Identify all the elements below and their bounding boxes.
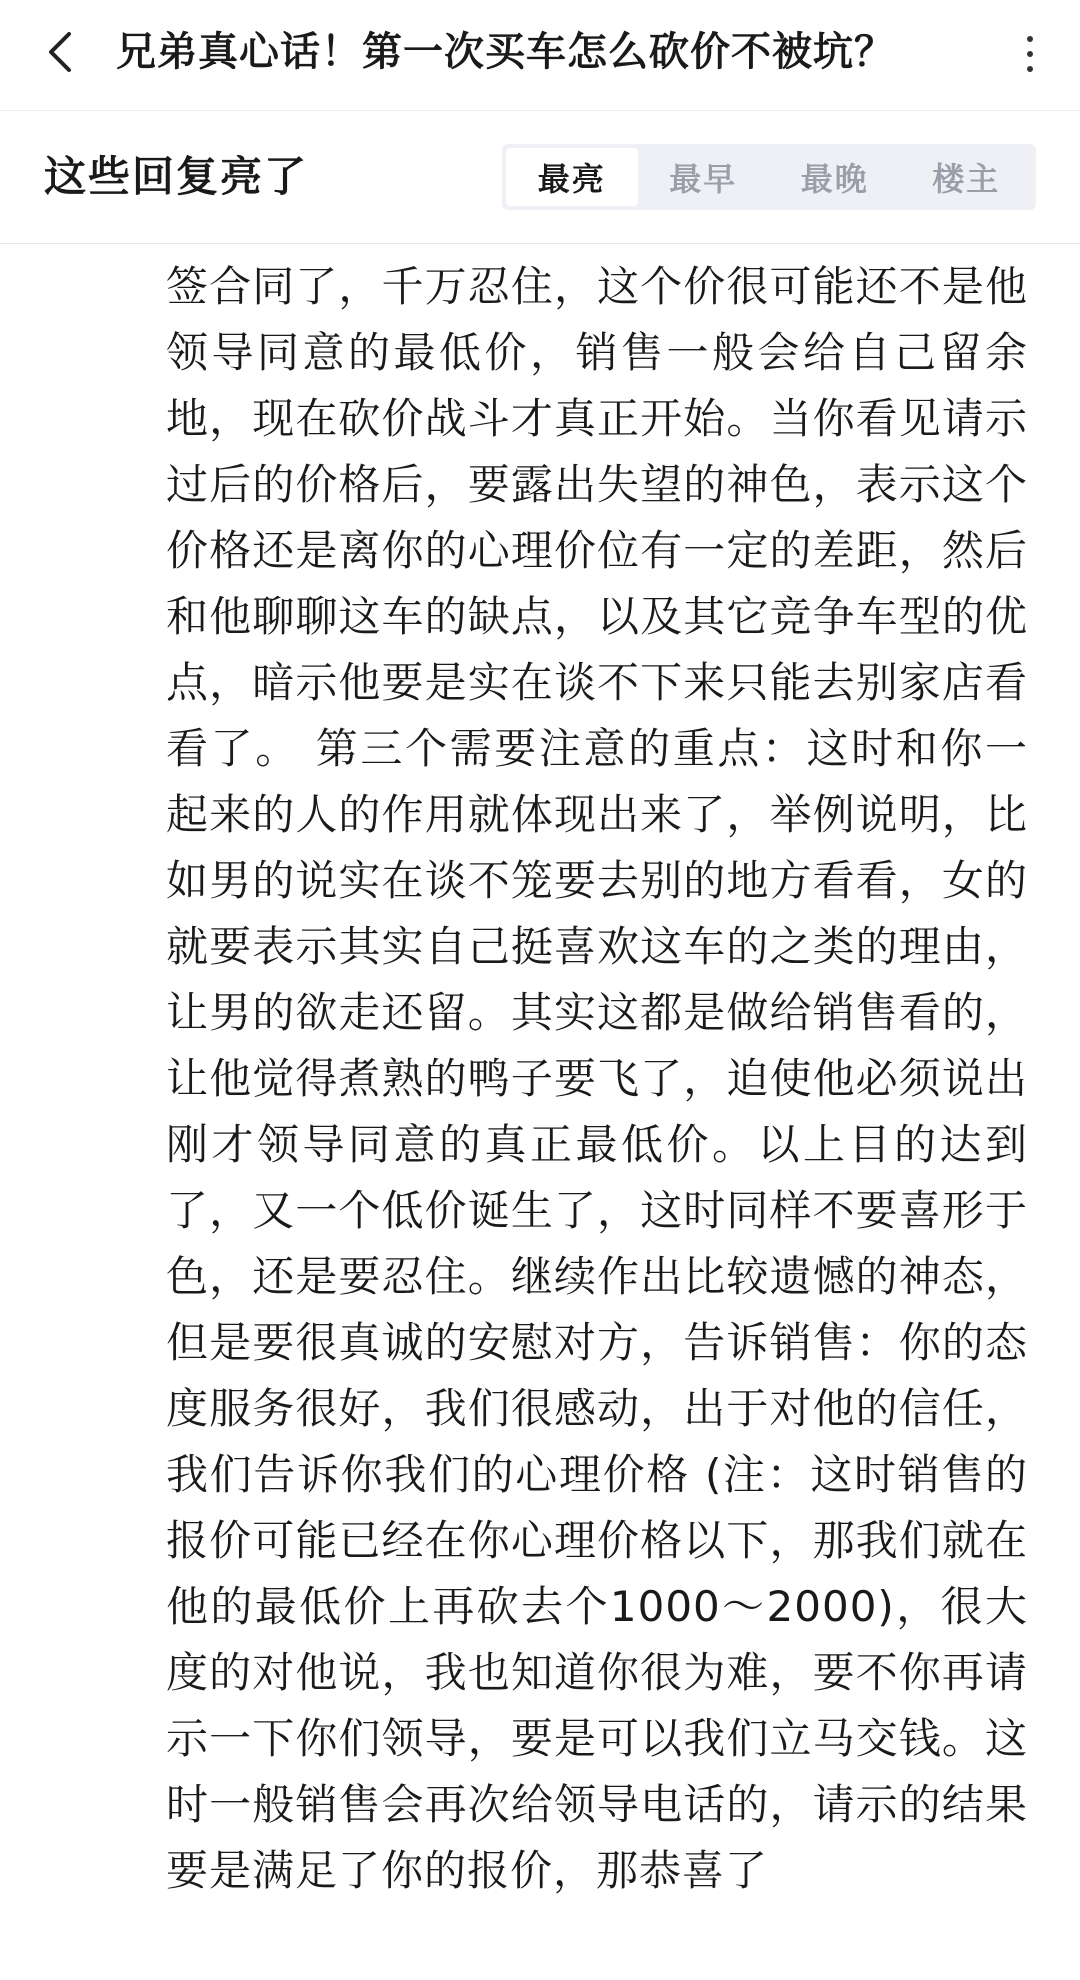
tab-earliest[interactable]: 最早 (669, 160, 738, 198)
reply-content (166, 254, 1028, 1904)
back-button[interactable] (30, 22, 90, 82)
page-title: 兄弟真心话！第一次买车怎么砍价不被坑？ (116, 29, 895, 75)
tab-brightest[interactable]: 最亮 (506, 148, 638, 206)
tab-latest[interactable]: 最晚 (800, 160, 869, 198)
more-vertical-icon (1027, 36, 1033, 42)
replies-header (0, 111, 1080, 244)
sort-tabs (502, 144, 1036, 210)
reply-body-text: 签合同了，千万忍住，这个价很可能还不是他领导同意的最低价，销售一般会给自己留余地，现在砍价战斗才真正开始。当你看见请示过后的价格后，要露出失望的神色，表示这个价格还是离你的心理价位有一定的差距，然后和他聊聊这车的缺点，以及其它竞争车型的优点，暗示他要是实在谈不下来只能去别家店看看了。 第三个需要注意的重点：这时和你一起来的人的作用就体现出来了，举例说明，比如男的说实在谈不笼要去别的地方看看，女的就要表示其实自己挺喜欢这车的之类的理由，让男的欲走还留。其实这都是做给销售看的，让他觉得煮熟的鸭子要飞了，迫使他必须说出刚才领导同意的真正最低价。以上目的达到了，又一个低价诞生了，这时同样不要喜形于色，还是要忍住。继续作出比较遗憾的神态，但是要很真诚的安慰对方，告诉销售：你的态度服务很好，我们很感动，出于对他的信任，我们告诉你我们的心理价格 (注：这时销售的报价可能已经在你心理价格以下，那我们就在他的最低价上再砍去个1000～2000)，很大度的对他说，我也知道你很为难，要不你再请示一下你们领导，要是可以我们立马交钱。这时一般销售会再次给领导电话的，请示的结果要是满足了你的报价，那恭喜了 (166, 262, 1028, 1895)
top-navigation-bar (0, 0, 1080, 111)
more-vertical-icon-dot (1027, 66, 1033, 72)
more-vertical-icon-dot (1027, 51, 1033, 57)
more-options-button[interactable] (1010, 24, 1050, 84)
section-title: 这些回复亮了 (44, 152, 309, 201)
bottom-fade (0, 1950, 1080, 1980)
tab-op[interactable]: 楼主 (932, 160, 1001, 198)
chevron-left-icon (45, 30, 75, 74)
